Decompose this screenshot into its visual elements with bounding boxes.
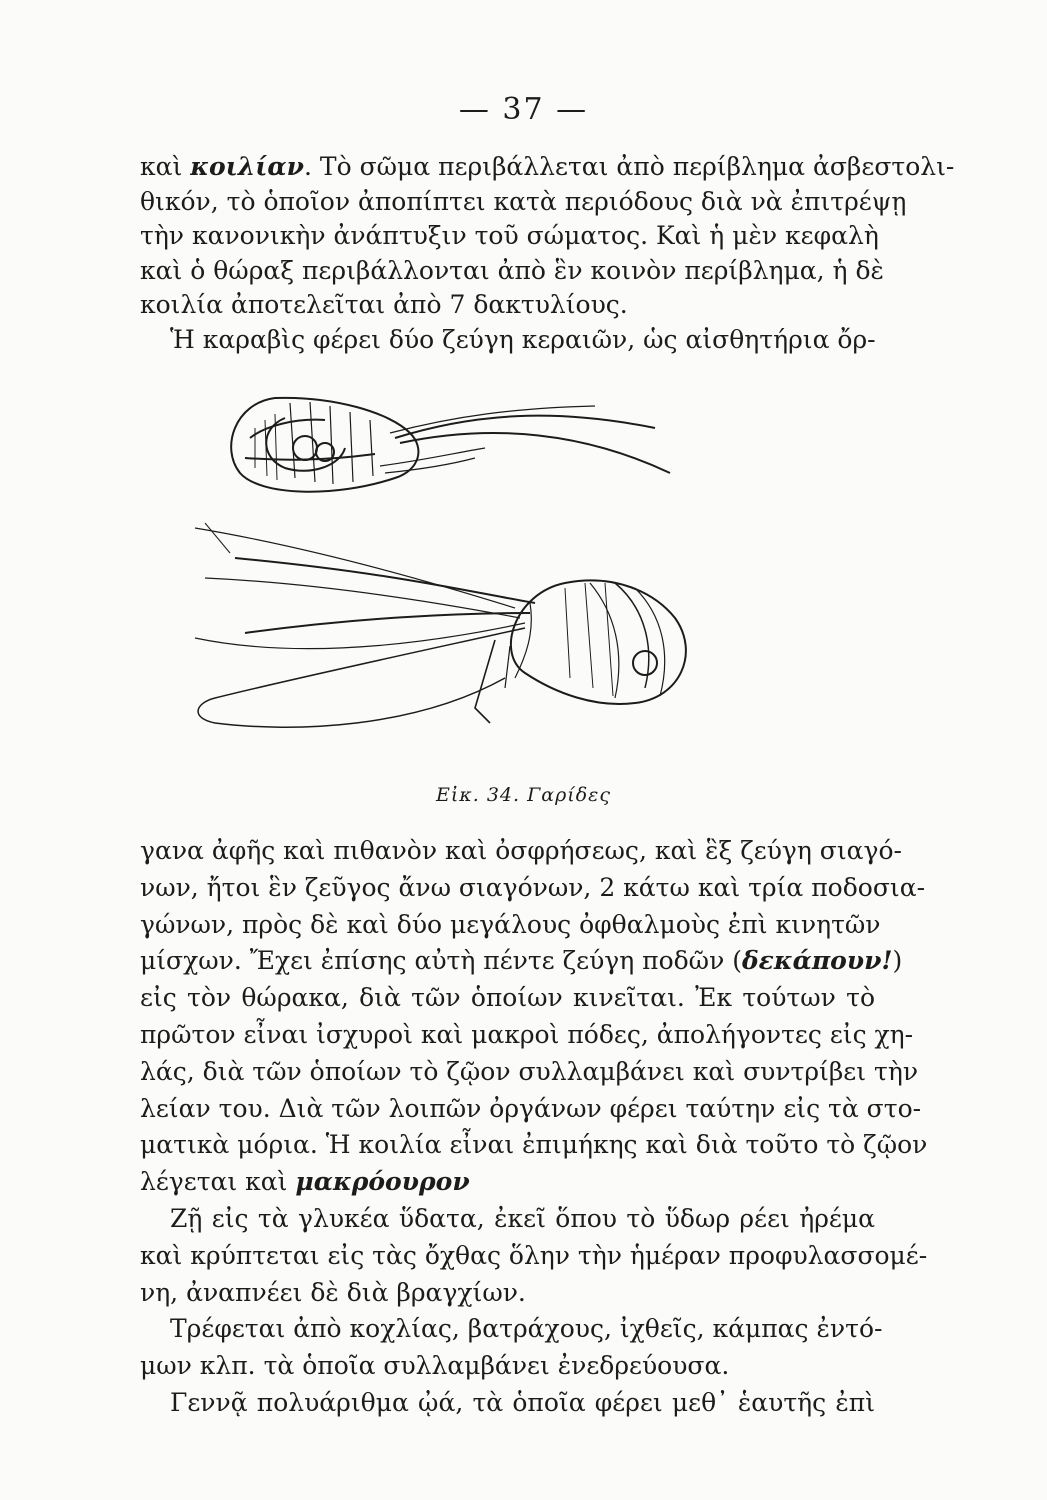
text-line: νη, ἀναπνέει δὲ διὰ βραγχίων. <box>140 1277 526 1307</box>
text-line: γανα ἀφῆς καὶ πιθανὸν καὶ ὀσφρήσεως, καὶ ἓξ ζεύγη σιαγό- <box>140 836 902 865</box>
text-line: καὶ κρύπτεται εἰς τὰς ὄχθας ὅλην τὴν ἡμέραν προφυλασσομέ- <box>140 1240 928 1270</box>
upper-shrimp-drawing <box>231 398 670 492</box>
text-line: Γεννᾷ πολυάριθμα ᾠά, τὰ ὁποῖα φέρει μεθ᾽ ἑαυτῆς ἐπὶ <box>170 1387 875 1417</box>
top-paragraph <box>140 150 955 357</box>
text-line: νων, ἤτοι ἓν ζεῦγος ἄνω σιαγόνων, 2 κάτω καὶ τρία ποδοσια- <box>140 872 926 902</box>
text-line: ματικὰ μόρια. Ἡ κοιλία εἶναι ἐπιμήκης καὶ διὰ τοῦτο τὸ ζῷον <box>140 1130 928 1160</box>
text-line: λάς, διὰ τῶν ὁποίων τὸ ζῷον συλλαμβάνει καὶ συντρίβει τὴν <box>140 1056 919 1086</box>
text-line: πρῶτον εἶναι ἰσχυροὶ καὶ μακροὶ πόδες, ἀπολήγοντες εἰς χη- <box>140 1019 914 1049</box>
text-line: γώνων, πρὸς δὲ καὶ δύο μεγάλους ὀφθαλμοὺς ἐπὶ κινητῶν <box>140 909 881 939</box>
text-line: κοιλία ἀποτελεῖται ἀπὸ 7 δακτυλίους. <box>140 290 628 319</box>
emphasized-term: μακρόουρον <box>295 1167 470 1197</box>
text-line: εἰς τὸν θώρακα, διὰ τῶν ὁποίων κινεῖται. Ἐκ τούτων τὸ <box>140 983 875 1013</box>
text-line: θικόν, τὸ ὁποῖον ἀποπίπτει κατὰ περιόδους διὰ νὰ ἐπιτρέψῃ <box>140 186 907 216</box>
emphasized-term: κοιλίαν <box>190 152 304 181</box>
lower-shrimp-drawing <box>195 523 686 727</box>
page-number: — 37 — <box>458 92 589 127</box>
text-line: καὶ ὁ θώραξ περιβάλλονται ἀπὸ ἓν κοινὸν περίβλημα, ἡ δὲ <box>140 255 884 285</box>
text-line: μων κλπ. τὰ ὁποῖα συλλαμβάνει ἐνεδρεύουσα. <box>140 1351 730 1381</box>
emphasized-term: δεκάπουν! <box>741 946 893 976</box>
text-line: Τρέφεται ἀπὸ κοχλίας, βατράχους, ἰχθεῖς, κάμπας ἐντό- <box>170 1314 883 1344</box>
bottom-paragraphs <box>140 833 928 1422</box>
figure-caption: Εἰκ. 34. Γαρίδες <box>435 784 612 806</box>
text-line: μίσχων. Ἔχει ἐπίσης αὐτὴ πέντε ζεύγη ποδῶν (δεκάπουν!) <box>140 946 903 976</box>
text-line: Ἡ καραβὶς φέρει δύο ζεύγη κεραιῶν, ὡς αἰσθητήρια ὄρ- <box>170 324 876 354</box>
text-line: λείαν του. Διὰ τῶν λοιπῶν ὀργάνων φέρει ταύτην εἰς τὰ στο- <box>140 1093 922 1123</box>
text-line: καὶ κοιλίαν. Τὸ σῶμα περιβάλλεται ἀπὸ περίβλημα ἀσβεστολι- <box>140 152 955 181</box>
text-line: τὴν κανονικὴν ἀνάπτυξιν τοῦ σώματος. Καὶ ἡ μὲν κεφαλὴ <box>140 221 879 250</box>
shrimp-illustration <box>175 378 715 778</box>
text-line: Ζῇ εἰς τὰ γλυκέα ὕδατα, ἐκεῖ ὅπου τὸ ὕδωρ ρέει ἠρέμα <box>170 1203 875 1233</box>
text-line: λέγεται καὶ μακρόουρον <box>140 1167 470 1197</box>
